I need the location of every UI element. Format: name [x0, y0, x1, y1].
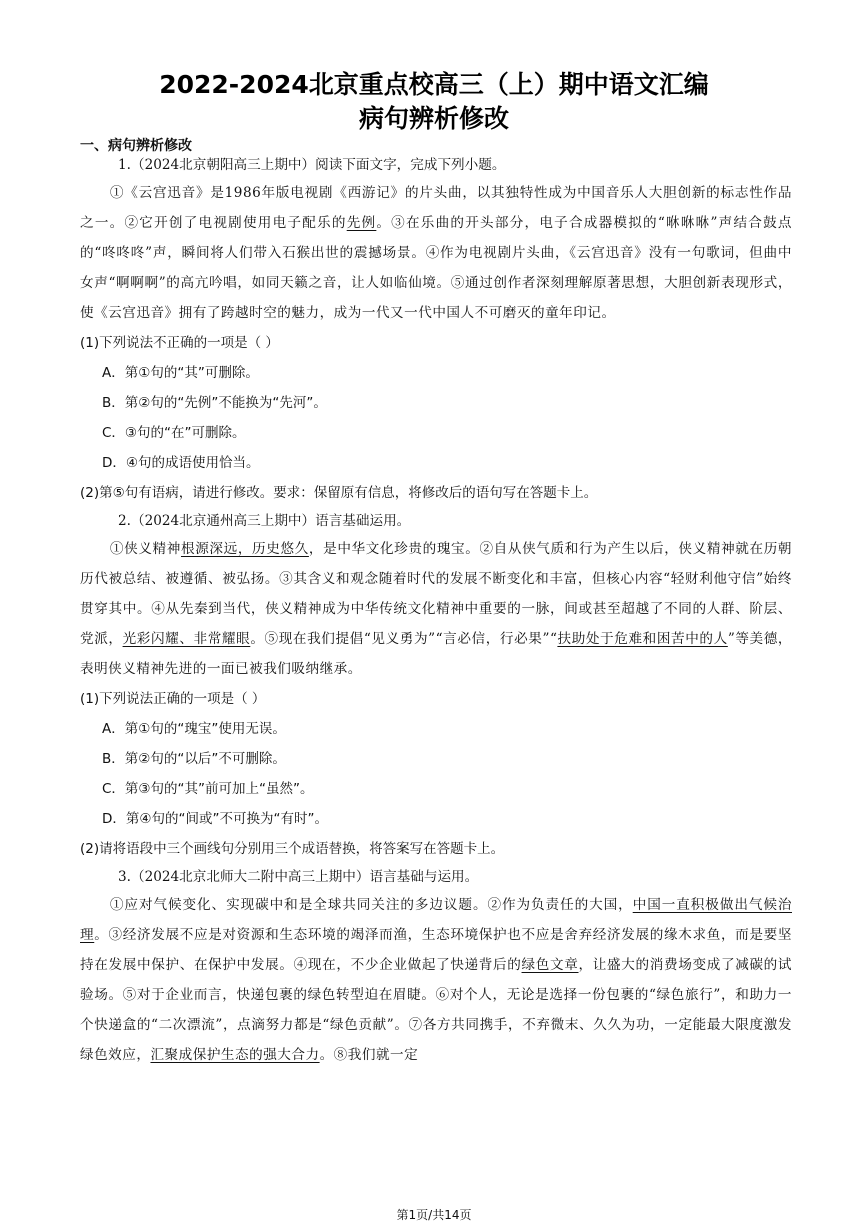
question-1-passage: ①《云宫迅音》是1986年版电视剧《西游记》的片头曲，以其独特性成为中国音乐人大胆创新的标志性作品之一。②它开创了电视剧使用电子配乐的先例。③在乐曲的开头部分，电子合成器模拟的“咻咻咻”声结合鼓点的“咚咚咚”声，瞬间将人们带入石猴出世的震撼场景。④作为电视剧片头曲，《云宫迅音》没有一句歌词，但曲中女声“啊啊啊”的高亢吟唱，如同天籁之音，让人如临仙境。⑤通过创作者深刻理解原著思想，大胆创新表现形式，使《云宫迅音》拥有了跨越时空的魅力，成为一代又一代中国人不可磨灭的童年印记。 [80, 185, 793, 321]
option-d: D．④句的成语使用恰当。 [102, 455, 260, 471]
question-1-sub2: (2)第⑤句有语病，请进行修改。要求：保留原有信息，将修改后的语句写在答题卡上。 [80, 485, 598, 501]
document-content [80, 152, 792, 1070]
question-3-passage: ①应对气候变化、实现碳中和是全球共同关注的多边议题。②作为负责任的大国，中国一直积极做出气候治理。③经济发展不应是对资源和生态环境的竭泽而渔，生态环境保护也不应是舍弃经济发展的缘木求鱼，而是要坚持在发展中保护、在保护中发展。④现在，不少企业做起了快递背后的绿色文章，让盛大的消费场变成了减碳的试验场。⑤对于企业而言，快递包裹的绿色转型迫在眉睫。⑥对个人，无论是选择一份包裹的“绿色旅行”，和助力一个快递盒的“二次漂流”，点滴努力都是“绿色贡献”。⑦各方共同携手，不弃微末、久久为功，一定能最大限度激发绿色效应，汇聚成保护生态的强大合力。⑧我们就一定 [80, 897, 793, 1063]
question-2-heading: 2.（2024北京通州高三上期中）语言基础运用。 [118, 513, 411, 529]
question-1-heading: 1.（2024北京朝阳高三上期中）阅读下面文字，完成下列小题。 [118, 157, 506, 173]
option-a: A．第①句的“其”可删除。 [102, 365, 259, 381]
question-2-sub1: (1)下列说法正确的一项是（ ） [80, 691, 266, 707]
option-d: D．第④句的“间或”不可换为“有时”。 [102, 811, 328, 827]
underlined-phrase: 扶助处于危难和困苦中的人 [557, 631, 728, 647]
underlined-phrase: 中国一直积极做出气候治理 [80, 897, 792, 943]
option-a: A．第①句的“瑰宝”使用无误。 [102, 721, 286, 737]
option-c: C．③句的“在”可删除。 [102, 425, 246, 441]
document-title: 2022-2024北京重点校高三（上）期中语文汇编 [159, 70, 709, 99]
underlined-phrase: 光彩闪耀、非常耀眼 [122, 631, 251, 647]
question-2-sub2: (2)请将语段中三个画线句分别用三个成语替换，将答案写在答题卡上。 [80, 841, 505, 857]
option-b: B．第②句的“以后”不可删除。 [102, 751, 286, 767]
option-c: C．第③句的“其”前可加上“虽然”。 [102, 781, 314, 797]
question-2-passage: ①侠义精神根源深远，历史悠久，是中华文化珍贵的瑰宝。②自从侠气质和行为产生以后，侠义精神就在历朝历代被总结、被遵循、被弘扬。③其含义和观念随着时代的发展不断变化和丰富，但核心内容“轻财利他守信”始终贯穿其中。④从先秦到当代，侠义精神成为中华传统文化精神中重要的一脉，间或甚至超越了不同的人群、阶层、党派，光彩闪耀、非常耀眼。⑤现在我们提倡“见义勇为”“言必信，行必果”“扶助处于危难和困苦中的人”等美德，表明侠义精神先进的一面已被我们吸纳继承。 [80, 541, 793, 677]
section-heading: 一、病句辨析修改 [80, 138, 192, 154]
question-3-heading: 3.（2024北京北师大二附中高三上期中）语言基础与运用。 [118, 869, 479, 885]
page-footer: 第1页/共14页 [396, 1208, 472, 1222]
underlined-phrase: 先例 [346, 215, 377, 231]
underlined-phrase: 绿色文章 [521, 957, 579, 973]
underlined-phrase: 汇聚成保护生态的强大合力 [150, 1047, 320, 1063]
option-b: B．第②句的“先例”不能换为“先河”。 [102, 395, 327, 411]
document-subtitle: 病句辨析修改 [358, 104, 509, 133]
underlined-phrase: 根源深远，历史悠久 [180, 541, 309, 557]
question-1-sub1: (1)下列说法不正确的一项是（ ） [80, 335, 279, 351]
